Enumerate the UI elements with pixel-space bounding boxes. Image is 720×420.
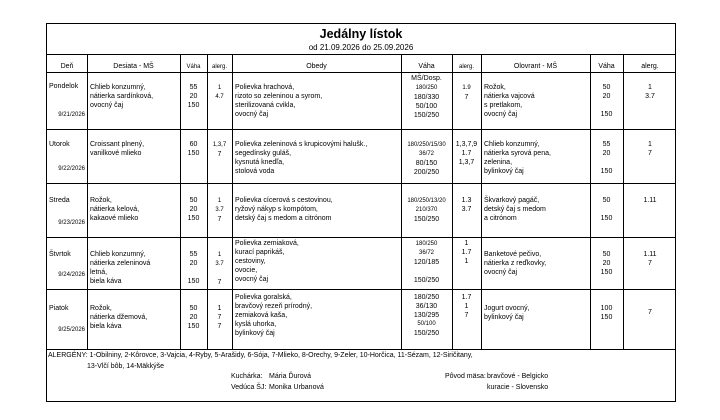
- obed-items: [235, 83, 322, 119]
- header-alerg-obed: alerg.: [458, 64, 474, 70]
- desiata-weights: [180, 140, 207, 158]
- day-date: 9/25/2026: [58, 327, 85, 333]
- row-divider: [47, 183, 675, 184]
- weight-value: 50: [602, 251, 611, 258]
- day-name: Piatok: [49, 305, 69, 312]
- allergen-value: 7: [648, 260, 652, 267]
- obed-weight-header: MŠ/Dosp.: [411, 75, 442, 82]
- header-alerg-olovrant: alerg.: [641, 63, 659, 70]
- menu-item: kysnutá knedľa,: [235, 159, 285, 166]
- olovrant-items: [484, 83, 535, 119]
- desiata-weights: [180, 304, 207, 331]
- allergen-value: 1: [217, 85, 222, 91]
- header-alerg-desiata: alerg.: [211, 64, 227, 70]
- menu-item: nátierka z reďkovky,: [484, 260, 547, 267]
- olovrant-items: [484, 250, 546, 277]
- obed-allergens: [452, 84, 481, 102]
- obed-weights: [401, 197, 452, 224]
- weight-value: 20: [189, 206, 198, 213]
- menu-item: zelenina,: [484, 159, 513, 166]
- weight-value: 50: [602, 197, 611, 204]
- weight-value: 150: [600, 111, 613, 118]
- weight-value: 150: [600, 314, 613, 321]
- header-desiata: Desiata - MŠ: [113, 63, 154, 70]
- weight-value: 180/250/15/30: [407, 142, 446, 148]
- obed-weights: [401, 84, 452, 120]
- desiata-weights: [180, 196, 207, 223]
- weight-value: 55: [189, 251, 198, 258]
- allergen-value: 1: [464, 258, 469, 265]
- menu-item: bylinkový čaj: [484, 168, 524, 175]
- allergen-value: 7: [217, 216, 222, 223]
- column-divider: [481, 54, 482, 349]
- obed-items: [235, 196, 333, 223]
- menu-item: Polievka zemiaková,: [235, 240, 299, 247]
- obed-items: [235, 140, 367, 176]
- weight-value: 120/185: [413, 259, 440, 266]
- menu-item: ovocie,: [235, 267, 258, 274]
- obed-items: [235, 293, 312, 338]
- weight-value: 180/330: [413, 94, 440, 101]
- allergen-value: 7: [217, 323, 222, 330]
- weight-value: 150: [600, 269, 613, 276]
- menu-item: kyslá uhorka,: [235, 321, 277, 328]
- weight-value: 210/370: [415, 207, 438, 213]
- allergen-value: 7: [464, 312, 469, 319]
- allergen-value: 1,3,7,9: [455, 141, 478, 148]
- allergen-value: 1.9: [462, 85, 471, 91]
- weight-value: 20: [602, 93, 611, 100]
- menu-item: cestoviny,: [235, 258, 266, 265]
- weight-value: 20: [189, 260, 198, 267]
- allergens-legend-cont: 13-Vlčí bôb, 14-Mäkkýše: [87, 363, 165, 370]
- day-date: 9/24/2026: [58, 272, 85, 278]
- menu-item: nátierka kelová,: [90, 206, 140, 213]
- allergen-value: 1: [464, 240, 469, 247]
- weight-value: 150: [600, 168, 613, 175]
- weight-value: 20: [189, 314, 198, 321]
- day-name: Štvrtok: [49, 251, 71, 258]
- header-olovrant: Olovrant - MŠ: [513, 63, 558, 70]
- desiata-weights: [180, 250, 207, 286]
- allergen-value: 1.7: [461, 294, 472, 301]
- header-vaha-olovrant: Váha: [598, 63, 615, 70]
- allergen-value: 3.7: [461, 206, 472, 213]
- weight-value: 20: [189, 93, 198, 100]
- menu-item: zemiaková kaša,: [235, 312, 288, 319]
- weight-value: 150/250: [413, 330, 440, 337]
- obed-allergens: [452, 196, 481, 214]
- obed-weights: [401, 240, 452, 285]
- menu-item: bravčový rezeň prírodný,: [235, 303, 313, 310]
- olovrant-weights: [590, 83, 623, 119]
- menu-item: biela káva: [90, 278, 122, 285]
- allergen-value: 1,3,7: [458, 159, 475, 166]
- page-title: Jedálny lístok: [319, 27, 403, 41]
- menu-item: ovocný čaj: [90, 102, 124, 109]
- menu-item: Rožok,: [90, 305, 112, 312]
- weight-value: [401, 267, 452, 276]
- weight-value: [590, 101, 623, 110]
- desiata-allergens: [207, 304, 232, 331]
- olovrant-allergens: [623, 196, 677, 205]
- obed-items: [235, 239, 299, 284]
- allergen-value: 7: [648, 309, 652, 316]
- desiata-items: [90, 83, 153, 110]
- weight-value: 180/250/13/20: [407, 198, 446, 204]
- weight-value: [180, 268, 207, 277]
- weight-value: 20: [602, 260, 611, 267]
- olovrant-allergens: [623, 140, 677, 158]
- menu-item: vanilkové mlieko: [90, 150, 142, 157]
- olovrant-weights: [590, 140, 623, 176]
- obed-weights: [401, 293, 452, 338]
- weight-value: 36/130: [415, 303, 438, 310]
- menu-item: bylinkový čaj: [484, 314, 524, 321]
- allergen-value: 7: [464, 94, 469, 101]
- obed-allergens: [452, 140, 481, 167]
- allergen-value: 1.3: [461, 197, 472, 204]
- weight-value: 50: [602, 84, 611, 91]
- desiata-items: [90, 250, 150, 286]
- allergen-value: [207, 269, 232, 278]
- obed-weights: [401, 141, 452, 177]
- day-date: 9/23/2026: [58, 220, 85, 226]
- menu-item: letná,: [90, 269, 108, 276]
- allergen-value: 1: [464, 303, 469, 310]
- cook-name: Mária Ďurová: [269, 373, 312, 380]
- menu-item: nátierka džemová,: [90, 314, 148, 321]
- allergen-value: 1,3,7: [212, 142, 227, 148]
- obed-allergens: [452, 239, 481, 266]
- olovrant-allergens: [623, 83, 677, 101]
- weight-value: 150: [187, 150, 200, 157]
- allergen-value: 1: [217, 198, 222, 204]
- allergen-value: 3.7: [645, 93, 655, 100]
- header-obedy: Obedy: [306, 63, 327, 70]
- weight-value: 200/250: [413, 169, 440, 176]
- menu-item: nátierka syrová pena,: [484, 150, 551, 157]
- menu-item: Polievka zeleninová s krupicovými halušk.,: [235, 141, 368, 148]
- head-name: Monika Urbanová: [269, 384, 324, 391]
- weight-value: 50/100: [417, 321, 436, 327]
- header-vaha-desiata: Váha: [186, 64, 201, 70]
- menu-item: nátierka zeleninová: [90, 260, 151, 267]
- weight-value: 80/150: [415, 160, 438, 167]
- desiata-allergens: [207, 141, 232, 159]
- date-range: od 21.09.2026 do 25.09.2026: [308, 43, 414, 52]
- allergen-value: 1.11: [643, 197, 657, 204]
- allergen-value: 1.7: [461, 249, 472, 256]
- weight-value: 100: [600, 305, 613, 312]
- day-name: Pondelok: [49, 83, 79, 90]
- allergen-value: 7: [648, 150, 652, 157]
- allergen-value: 1: [648, 141, 652, 148]
- allergen-value: 4.7: [215, 94, 224, 100]
- desiata-weights: [180, 83, 207, 110]
- menu-item: detský čaj s medom a citrónom: [235, 215, 332, 222]
- weight-value: 50: [189, 305, 198, 312]
- menu-item: kakaové mlieko: [90, 215, 139, 222]
- menu-item: nátierka sardínková,: [90, 93, 154, 100]
- day-date: 9/21/2026: [58, 112, 85, 118]
- row-divider: [47, 289, 675, 290]
- menu-item: Jogurt ovocný,: [484, 305, 530, 312]
- allergen-value: 7: [217, 151, 222, 158]
- weight-value: [590, 158, 623, 167]
- weight-value: 150: [187, 102, 200, 109]
- olovrant-weights: [590, 250, 623, 277]
- weight-value: 150: [187, 323, 200, 330]
- weight-value: 150/250: [413, 112, 440, 119]
- row-divider: [47, 72, 675, 73]
- header-day: Deň: [60, 63, 74, 70]
- menu-item: Rožok,: [484, 84, 506, 91]
- weight-value: [590, 205, 623, 214]
- menu-item: Chlieb konzumný,: [484, 141, 540, 148]
- menu-item: nátierka vajcová: [484, 93, 535, 100]
- cook-label: Kuchárka:: [231, 373, 263, 380]
- menu-item: a citrónom: [484, 215, 517, 222]
- menu-item: detský čaj s medom: [484, 206, 546, 213]
- day-name: Utorok: [49, 141, 70, 148]
- menu-item: biela káva: [90, 323, 122, 330]
- head-label: Vedúca ŠJ:: [231, 384, 267, 391]
- olovrant-allergens: [623, 308, 677, 317]
- weight-value: 36/72: [418, 250, 434, 256]
- allergen-value: 1: [217, 305, 222, 312]
- allergen-value: 1.11: [643, 251, 657, 258]
- desiata-allergens: [207, 197, 232, 224]
- menu-item: bylinkový čaj: [235, 330, 275, 337]
- allergen-value: 1: [217, 252, 222, 258]
- menu-item: Chlieb konzumný,: [90, 251, 146, 258]
- menu-item: sterilizovaná cvikla,: [235, 102, 296, 109]
- meat-origin-pork: bravčové - Belgicko: [487, 373, 549, 380]
- desiata-items: [90, 196, 139, 223]
- weight-value: 60: [189, 141, 198, 148]
- menu-item: stolová voda: [235, 168, 275, 175]
- weight-value: 150/250: [413, 277, 440, 284]
- row-divider: [47, 129, 675, 130]
- desiata-items: [90, 140, 144, 158]
- olovrant-weights: [590, 196, 623, 223]
- menu-item: ovocný čaj: [484, 269, 518, 276]
- meat-origin-chicken: kuracie - Slovensko: [487, 384, 549, 391]
- weight-value: 50: [189, 197, 198, 204]
- allergen-value: 3.7: [215, 261, 224, 267]
- menu-item: Croissant plnený,: [90, 141, 145, 148]
- weight-value: 150: [187, 215, 200, 222]
- desiata-items: [90, 304, 147, 331]
- allergen-value: 1: [648, 84, 652, 91]
- weight-value: 20: [602, 150, 611, 157]
- olovrant-items: [484, 304, 530, 322]
- header-divider: [47, 54, 675, 55]
- menu-item: Škvarkový pagáč,: [484, 197, 540, 204]
- weight-value: 50/100: [415, 103, 438, 110]
- menu-item: Chlieb konzumný,: [90, 84, 146, 91]
- menu-item: segedínsky guláš,: [235, 150, 292, 157]
- allergen-value: 7: [217, 279, 222, 286]
- weight-value: 180/250: [415, 241, 438, 247]
- menu-item: ovocný čaj: [235, 111, 269, 118]
- menu-sheet: [46, 23, 676, 402]
- allergens-legend: ALERGÉNY: 1-Obilniny, 2-Kôrovce, 3-Vajcia, 4-Ryby, 5-Arašidy, 6-Sója, 7-Mlieko, 8-Orechy, 9-Zeler, 10-Horčica, 11-Sézam, 12-Siričitany,: [48, 352, 473, 359]
- day-date: 9/22/2026: [58, 166, 85, 172]
- weight-value: 180/250: [415, 85, 438, 91]
- menu-item: Polievka goralská,: [235, 294, 292, 301]
- header-vaha-obed: Váha: [418, 63, 435, 70]
- olovrant-items: [484, 140, 551, 176]
- olovrant-weights: [590, 304, 623, 322]
- weight-value: 55: [602, 141, 611, 148]
- weight-value: 55: [189, 84, 198, 91]
- desiata-allergens: [207, 251, 232, 287]
- desiata-allergens: [207, 84, 232, 102]
- weight-value: 150: [600, 215, 613, 222]
- menu-item: Banketové pečivo,: [484, 251, 542, 258]
- column-divider: [232, 54, 233, 349]
- weight-value: 180/250: [413, 294, 440, 301]
- menu-item: Polievka cícerová s cestovinou,: [235, 197, 333, 204]
- row-divider: [47, 237, 675, 238]
- allergen-value: 3.7: [215, 207, 224, 213]
- olovrant-items: [484, 196, 546, 223]
- weight-value: 150/250: [413, 216, 440, 223]
- olovrant-allergens: [623, 250, 677, 268]
- menu-item: Polievka hrachová,: [235, 84, 295, 91]
- meat-origin-label: Pôvod mäsa:: [445, 373, 486, 380]
- menu-item: ovocný čaj: [235, 276, 269, 283]
- footer-divider: [47, 349, 675, 350]
- weight-value: 150: [187, 278, 200, 285]
- allergen-value: 7: [217, 314, 222, 321]
- menu-item: ryžový nákyp s kompótom,: [235, 206, 318, 213]
- allergen-value: 1.7: [461, 150, 472, 157]
- weight-value: 130/295: [413, 312, 440, 319]
- column-divider: [87, 54, 88, 349]
- weight-value: 36/72: [418, 151, 434, 157]
- menu-item: rizoto so zeleninou a syrom,: [235, 93, 323, 100]
- menu-item: ovocný čaj: [484, 111, 518, 118]
- obed-allergens: [452, 293, 481, 320]
- menu-item: kurací paprikáš,: [235, 249, 285, 256]
- day-name: Streda: [49, 197, 70, 204]
- menu-item: Rožok,: [90, 197, 112, 204]
- menu-item: s pretlakom,: [484, 102, 523, 109]
